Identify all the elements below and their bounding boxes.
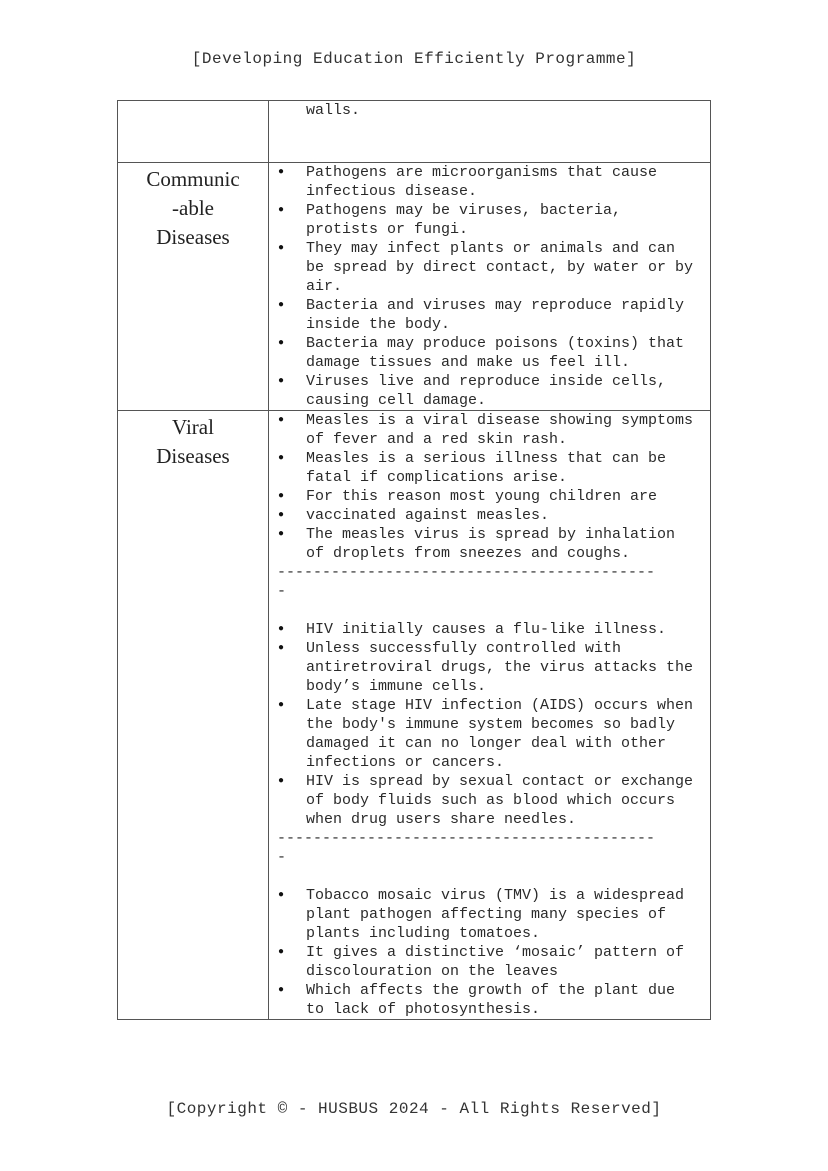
list-item: ● vaccinated against measles. bbox=[269, 506, 710, 525]
list-item: ● HIV is spread by sexual contact or exchange of body fluids such as blood which occurs when drug users share needles. bbox=[269, 772, 710, 829]
bullet-list bbox=[269, 163, 710, 410]
list-item: ● It gives a distinctive ‘mosaic’ pattern of discolouration on the leaves bbox=[269, 943, 710, 981]
list-item: ● Which affects the growth of the plant due to lack of photosynthesis. bbox=[269, 981, 710, 1019]
list-item: ● Late stage HIV infection (AIDS) occurs when the body's immune system becomes so badly damaged it can no longer deal with other infections or cancers. bbox=[269, 696, 710, 772]
topic-line: Diseases bbox=[156, 444, 230, 468]
page-footer: [Copyright © - HUSBUS 2024 - All Rights Reserved] bbox=[166, 1100, 662, 1118]
dashed-divider-tail: - bbox=[277, 849, 287, 866]
list-item: ● For this reason most young children are bbox=[269, 487, 710, 506]
topic-cell bbox=[118, 163, 269, 411]
dashed-divider: ------------------------------------------ bbox=[277, 564, 656, 581]
topic-cell bbox=[118, 411, 269, 1020]
page-header: [Developing Education Efficiently Programme] bbox=[191, 50, 637, 68]
spacer bbox=[269, 867, 710, 886]
list-item: ● The measles virus is spread by inhalation of droplets from sneezes and coughs. bbox=[269, 525, 710, 563]
list-item: ● Measles is a viral disease showing symptoms of fever and a red skin rash. bbox=[269, 411, 710, 449]
list-item: ● Pathogens are microorganisms that cause infectious disease. bbox=[269, 163, 710, 201]
list-item: ● Unless successfully controlled with antiretroviral drugs, the virus attacks the body’s immune cells. bbox=[269, 639, 710, 696]
topic-line: -able bbox=[172, 196, 214, 220]
topic-cell-empty bbox=[118, 101, 269, 163]
table-row bbox=[118, 411, 711, 1020]
dashed-divider-tail: - bbox=[277, 583, 287, 600]
list-item: ● Pathogens may be viruses, bacteria, protists or fungi. bbox=[269, 201, 710, 239]
content-cell bbox=[269, 411, 711, 1020]
list-item: ● Viruses live and reproduce inside cells, causing cell damage. bbox=[269, 372, 710, 410]
notes-table bbox=[117, 100, 711, 1020]
hiv-list bbox=[269, 620, 710, 829]
continuation-text: walls. bbox=[306, 102, 361, 119]
list-item: ● Bacteria may produce poisons (toxins) that damage tissues and make us feel ill. bbox=[269, 334, 710, 372]
table-row bbox=[118, 101, 711, 163]
topic-line: Communic bbox=[146, 167, 240, 191]
content-cell bbox=[269, 163, 711, 411]
tmv-list bbox=[269, 886, 710, 1019]
list-item: ● They may infect plants or animals and can be spread by direct contact, by water or by air. bbox=[269, 239, 710, 296]
list-item: ● Bacteria and viruses may reproduce rapidly inside the body. bbox=[269, 296, 710, 334]
topic-line: Diseases bbox=[156, 225, 230, 249]
measles-list bbox=[269, 411, 710, 563]
dashed-divider: ------------------------------------------ bbox=[277, 830, 656, 847]
content-cell bbox=[269, 101, 711, 163]
topic-line: Viral bbox=[172, 415, 214, 439]
table-row bbox=[118, 163, 711, 411]
list-item: ● HIV initially causes a flu-like illness. bbox=[269, 620, 710, 639]
list-item: ● Tobacco mosaic virus (TMV) is a widespread plant pathogen affecting many species of plants including tomatoes. bbox=[269, 886, 710, 943]
spacer bbox=[269, 601, 710, 620]
list-item: ● Measles is a serious illness that can be fatal if complications arise. bbox=[269, 449, 710, 487]
